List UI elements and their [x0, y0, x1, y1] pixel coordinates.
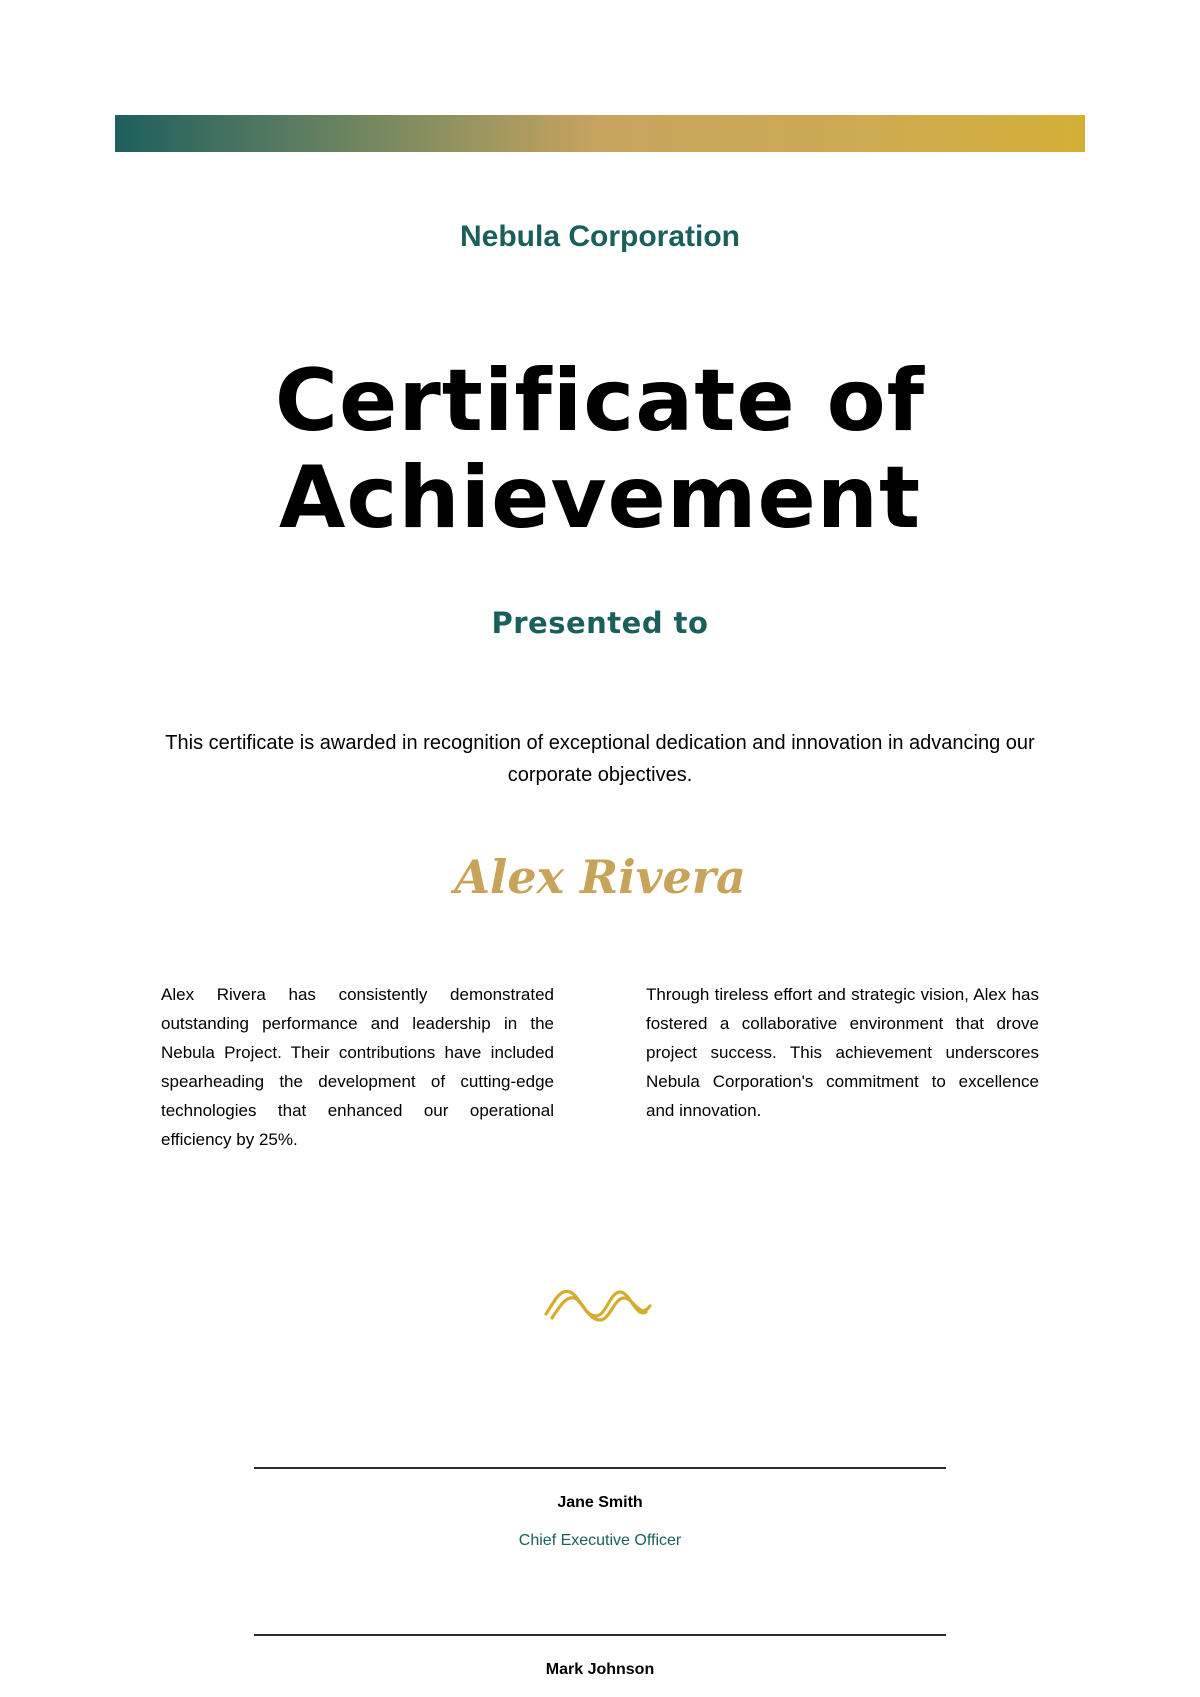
company-name: Nebula Corporation: [459, 220, 740, 253]
signatory-name: Jane Smith: [557, 1494, 643, 1511]
gradient-header-bar: [115, 115, 1085, 152]
title-line-2: Achievement: [278, 448, 922, 548]
signatory-name: Mark Johnson: [545, 1661, 655, 1678]
signature-line: [254, 1634, 946, 1636]
signature-block-ceo: [254, 1467, 946, 1551]
signature-line: [254, 1467, 946, 1469]
wave-squiggle-icon: [542, 1280, 652, 1324]
signatory-title: Chief Executive Officer: [518, 1532, 682, 1549]
body-paragraph-right: Through tireless effort and strategic vision, Alex has fostered a collaborative environment that drove project success. This achievement underscores Nebula Corporation's commitment to excellence and innovation.: [646, 985, 1039, 1120]
award-description: This certificate is awarded in recognition of exceptional dedication and innovation in advancing our corporate objectives.: [165, 732, 1035, 786]
certificate-title: [100, 353, 1100, 547]
body-columns: [161, 980, 1039, 1154]
body-paragraph-left: Alex Rivera has consistently demonstrated outstanding performance and leadership in the Nebula Project. Their contributions have included spearheading the development of cutting-edge technologies that enhanced our operational efficiency by 25%.: [161, 985, 554, 1149]
title-line-1: Certificate of: [274, 351, 926, 451]
presented-to-label: Presented to: [491, 606, 709, 640]
recipient-name: Alex Rivera: [454, 850, 746, 904]
signature-block-second: [254, 1634, 946, 1680]
